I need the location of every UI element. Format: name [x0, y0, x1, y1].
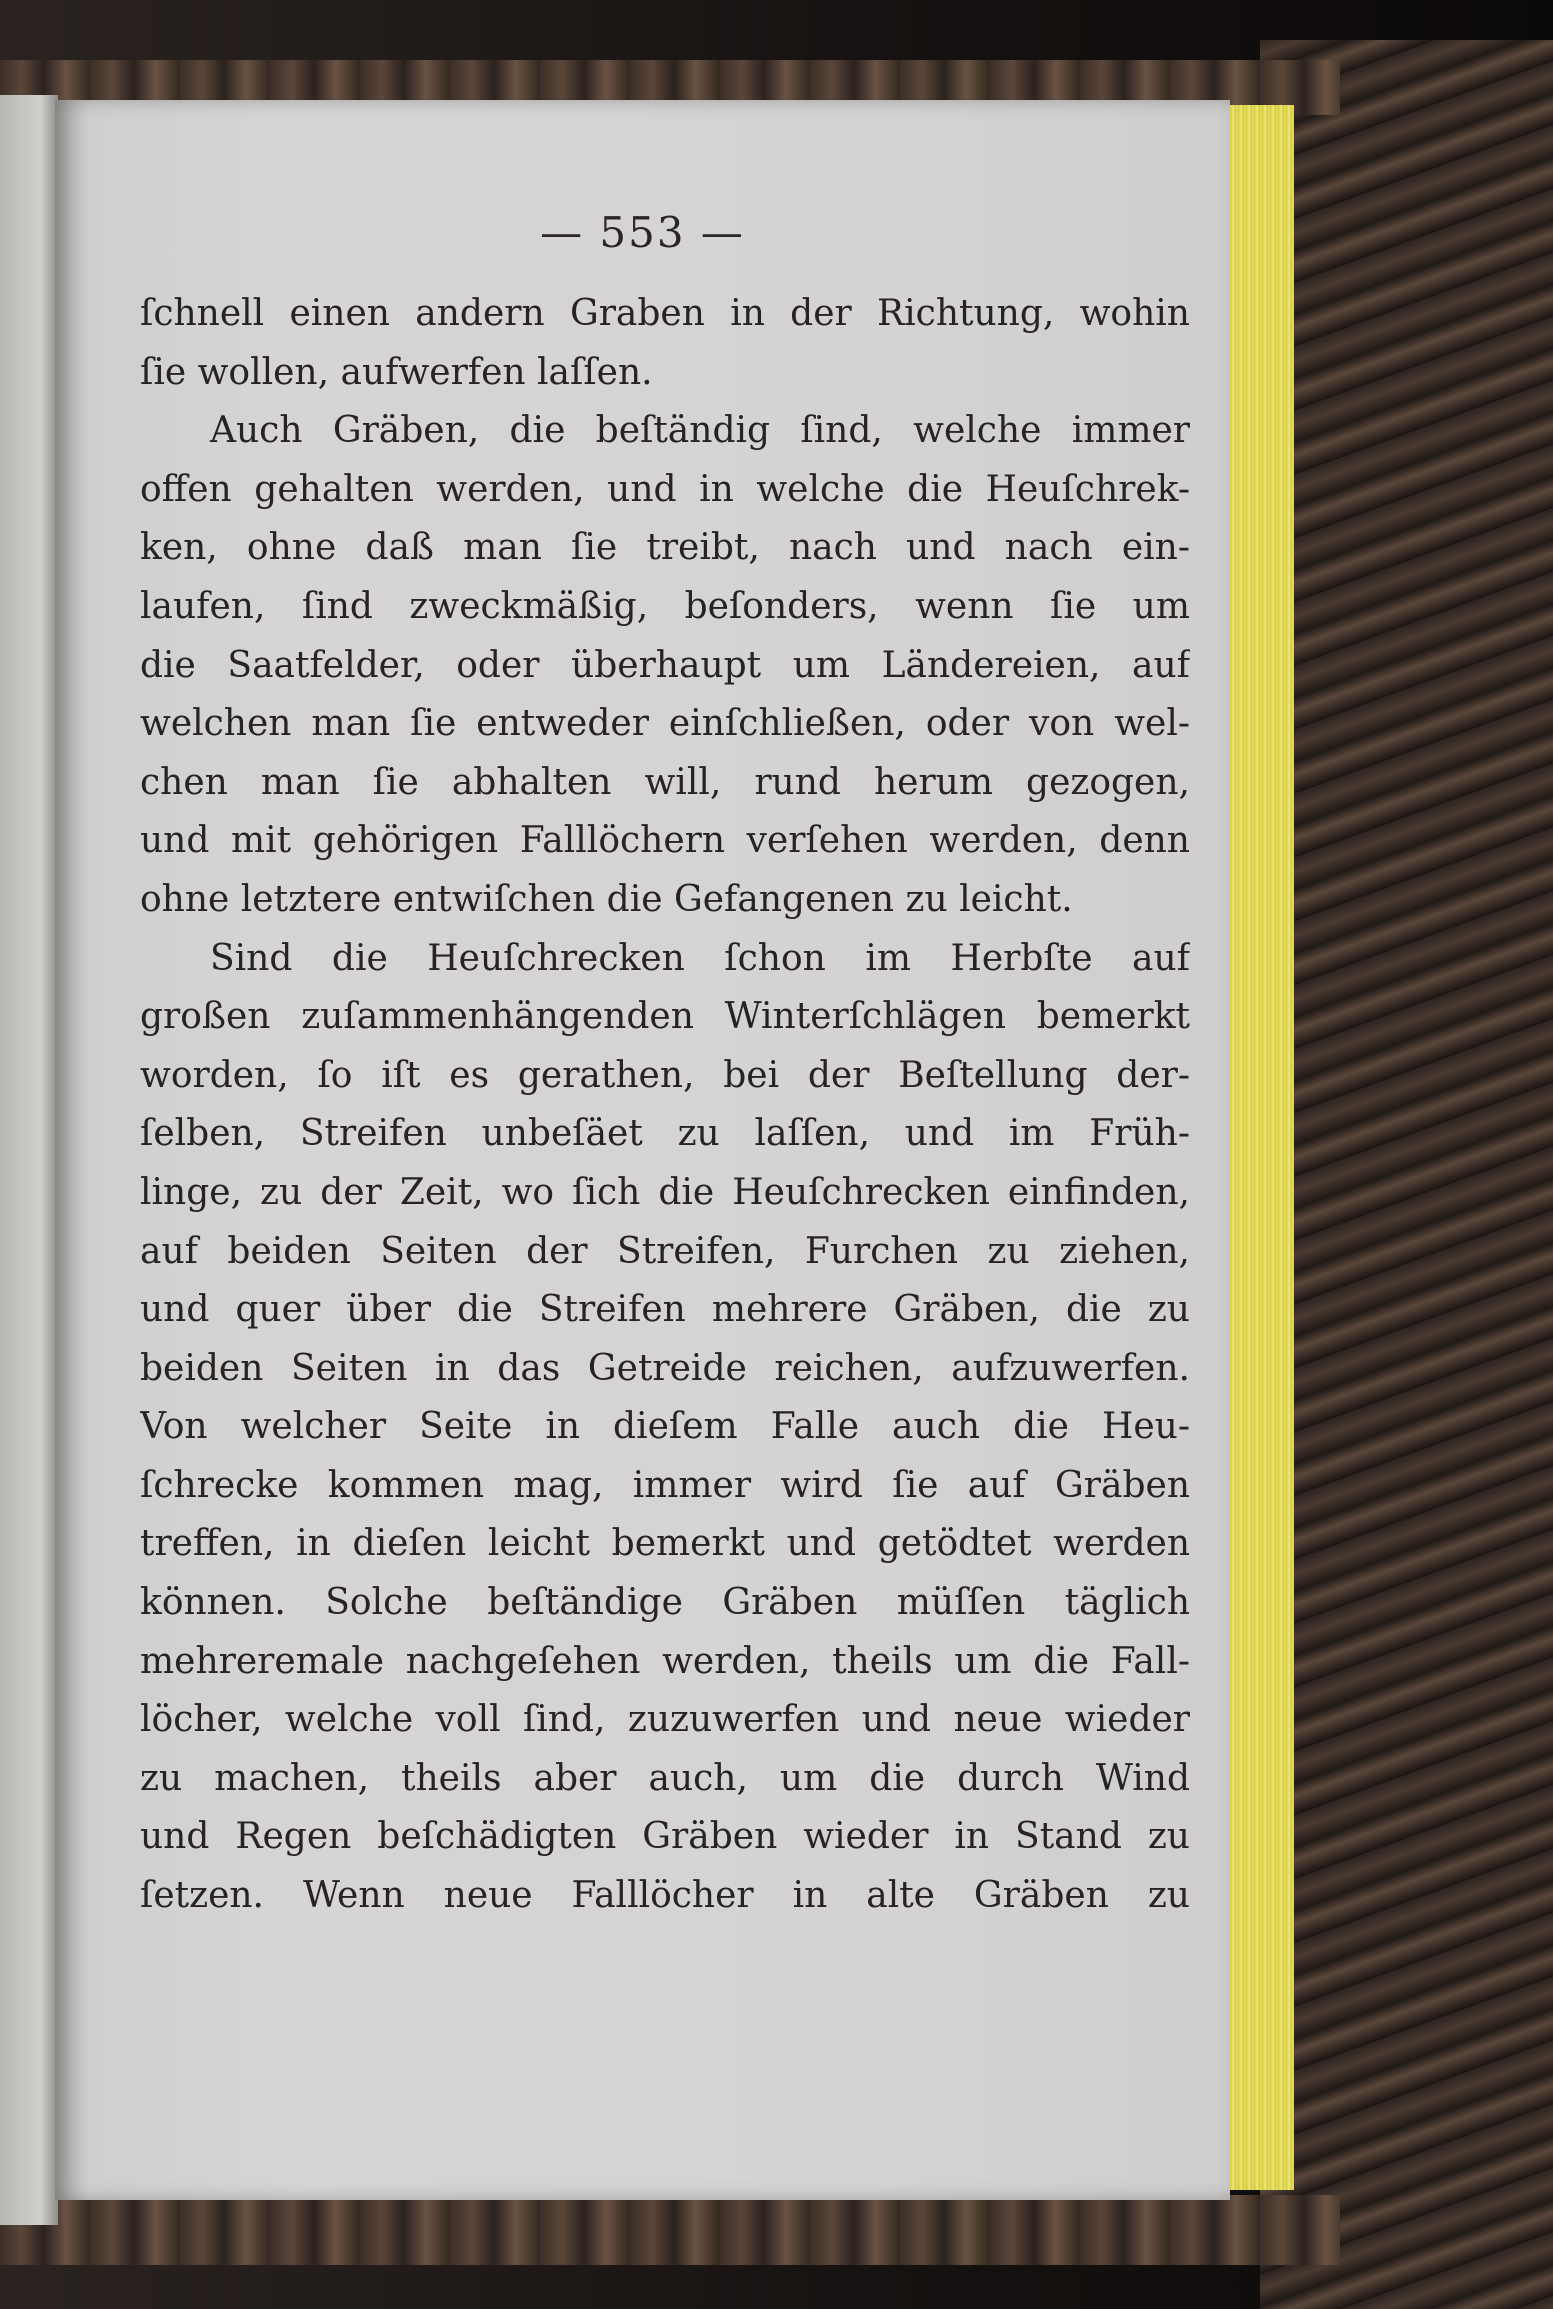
- text-line: welchen man ſie entweder einſchließen, oder von wel-: [140, 703, 1190, 745]
- text-line: die Saatfelder, oder überhaupt um Ländereien, auf: [140, 644, 1190, 686]
- text-line: löcher, welche voll ſind, zuzuwerfen und neue wieder: [140, 1699, 1190, 1741]
- body-text: [140, 285, 1190, 1926]
- text-line: ſetzen. Wenn neue Falllöcher in alte Gräben zu: [140, 1875, 1190, 1917]
- text-line: mehreremale nachgeſehen werden, theils um die Fall-: [140, 1640, 1190, 1682]
- text-line: chen man ſie abhalten will, rund herum gezogen,: [140, 761, 1190, 803]
- cover-board-bottom: [0, 2195, 1340, 2265]
- text-line: laufen, ſind zweckmäßig, beſonders, wenn ſie um: [140, 585, 1190, 627]
- text-line: auf beiden Seiten der Streifen, Furchen zu ziehen,: [140, 1230, 1190, 1272]
- text-line: und mit gehörigen Falllöchern verſehen werden, denn: [140, 820, 1190, 862]
- text-line: beiden Seiten in das Getreide reichen, aufzuwerfen.: [140, 1347, 1190, 1389]
- text-line: offen gehalten werden, und in welche die Heuſchrek-: [140, 468, 1190, 510]
- text-line: treffen, in dieſen leicht bemerkt und getödtet werden: [140, 1523, 1190, 1565]
- text-line: und Regen beſchädigten Gräben wieder in Stand zu: [140, 1816, 1190, 1858]
- text-line: können. Solche beſtändige Gräben müſſen täglich: [140, 1582, 1190, 1624]
- text-line: ſie wollen, aufwerfen laſſen.: [140, 351, 653, 393]
- page-number: — 553 —: [540, 208, 745, 257]
- book-page: [55, 100, 1230, 2200]
- text-line: ken, ohne daß man ſie treibt, nach und nach ein-: [140, 527, 1190, 569]
- text-line: ohne letztere entwiſchen die Gefangenen zu leicht.: [140, 878, 1073, 920]
- text-line: worden, ſo iſt es gerathen, bei der Beſtellung der-: [140, 1054, 1190, 1096]
- text-line: linge, zu der Zeit, wo ſich die Heuſchrecken einfinden,: [140, 1171, 1190, 1213]
- text-line: großen zuſammenhängenden Winterſchlägen bemerkt: [140, 996, 1190, 1038]
- text-line: Sind die Heuſchrecken ſchon im Herbſte auf: [210, 937, 1190, 979]
- text-line: Auch Gräben, die beſtändig ſind, welche immer: [210, 410, 1190, 452]
- text-line: zu machen, theils aber auch, um die durch Wind: [140, 1757, 1190, 1799]
- text-line: ſelben, Streifen unbeſäet zu laſſen, und im Früh-: [140, 1113, 1190, 1155]
- text-line: ſchrecke kommen mag, immer wird ſie auf Gräben: [140, 1464, 1190, 1506]
- text-line: ſchnell einen andern Graben in der Richtung, wohin: [140, 293, 1190, 334]
- text-line: und quer über die Streifen mehrere Gräben, die zu: [140, 1289, 1190, 1331]
- text-line: Von welcher Seite in dieſem Falle auch die Heu-: [140, 1406, 1190, 1448]
- cover-board-right: [1260, 40, 1553, 2309]
- facing-page-edge: [0, 95, 58, 2225]
